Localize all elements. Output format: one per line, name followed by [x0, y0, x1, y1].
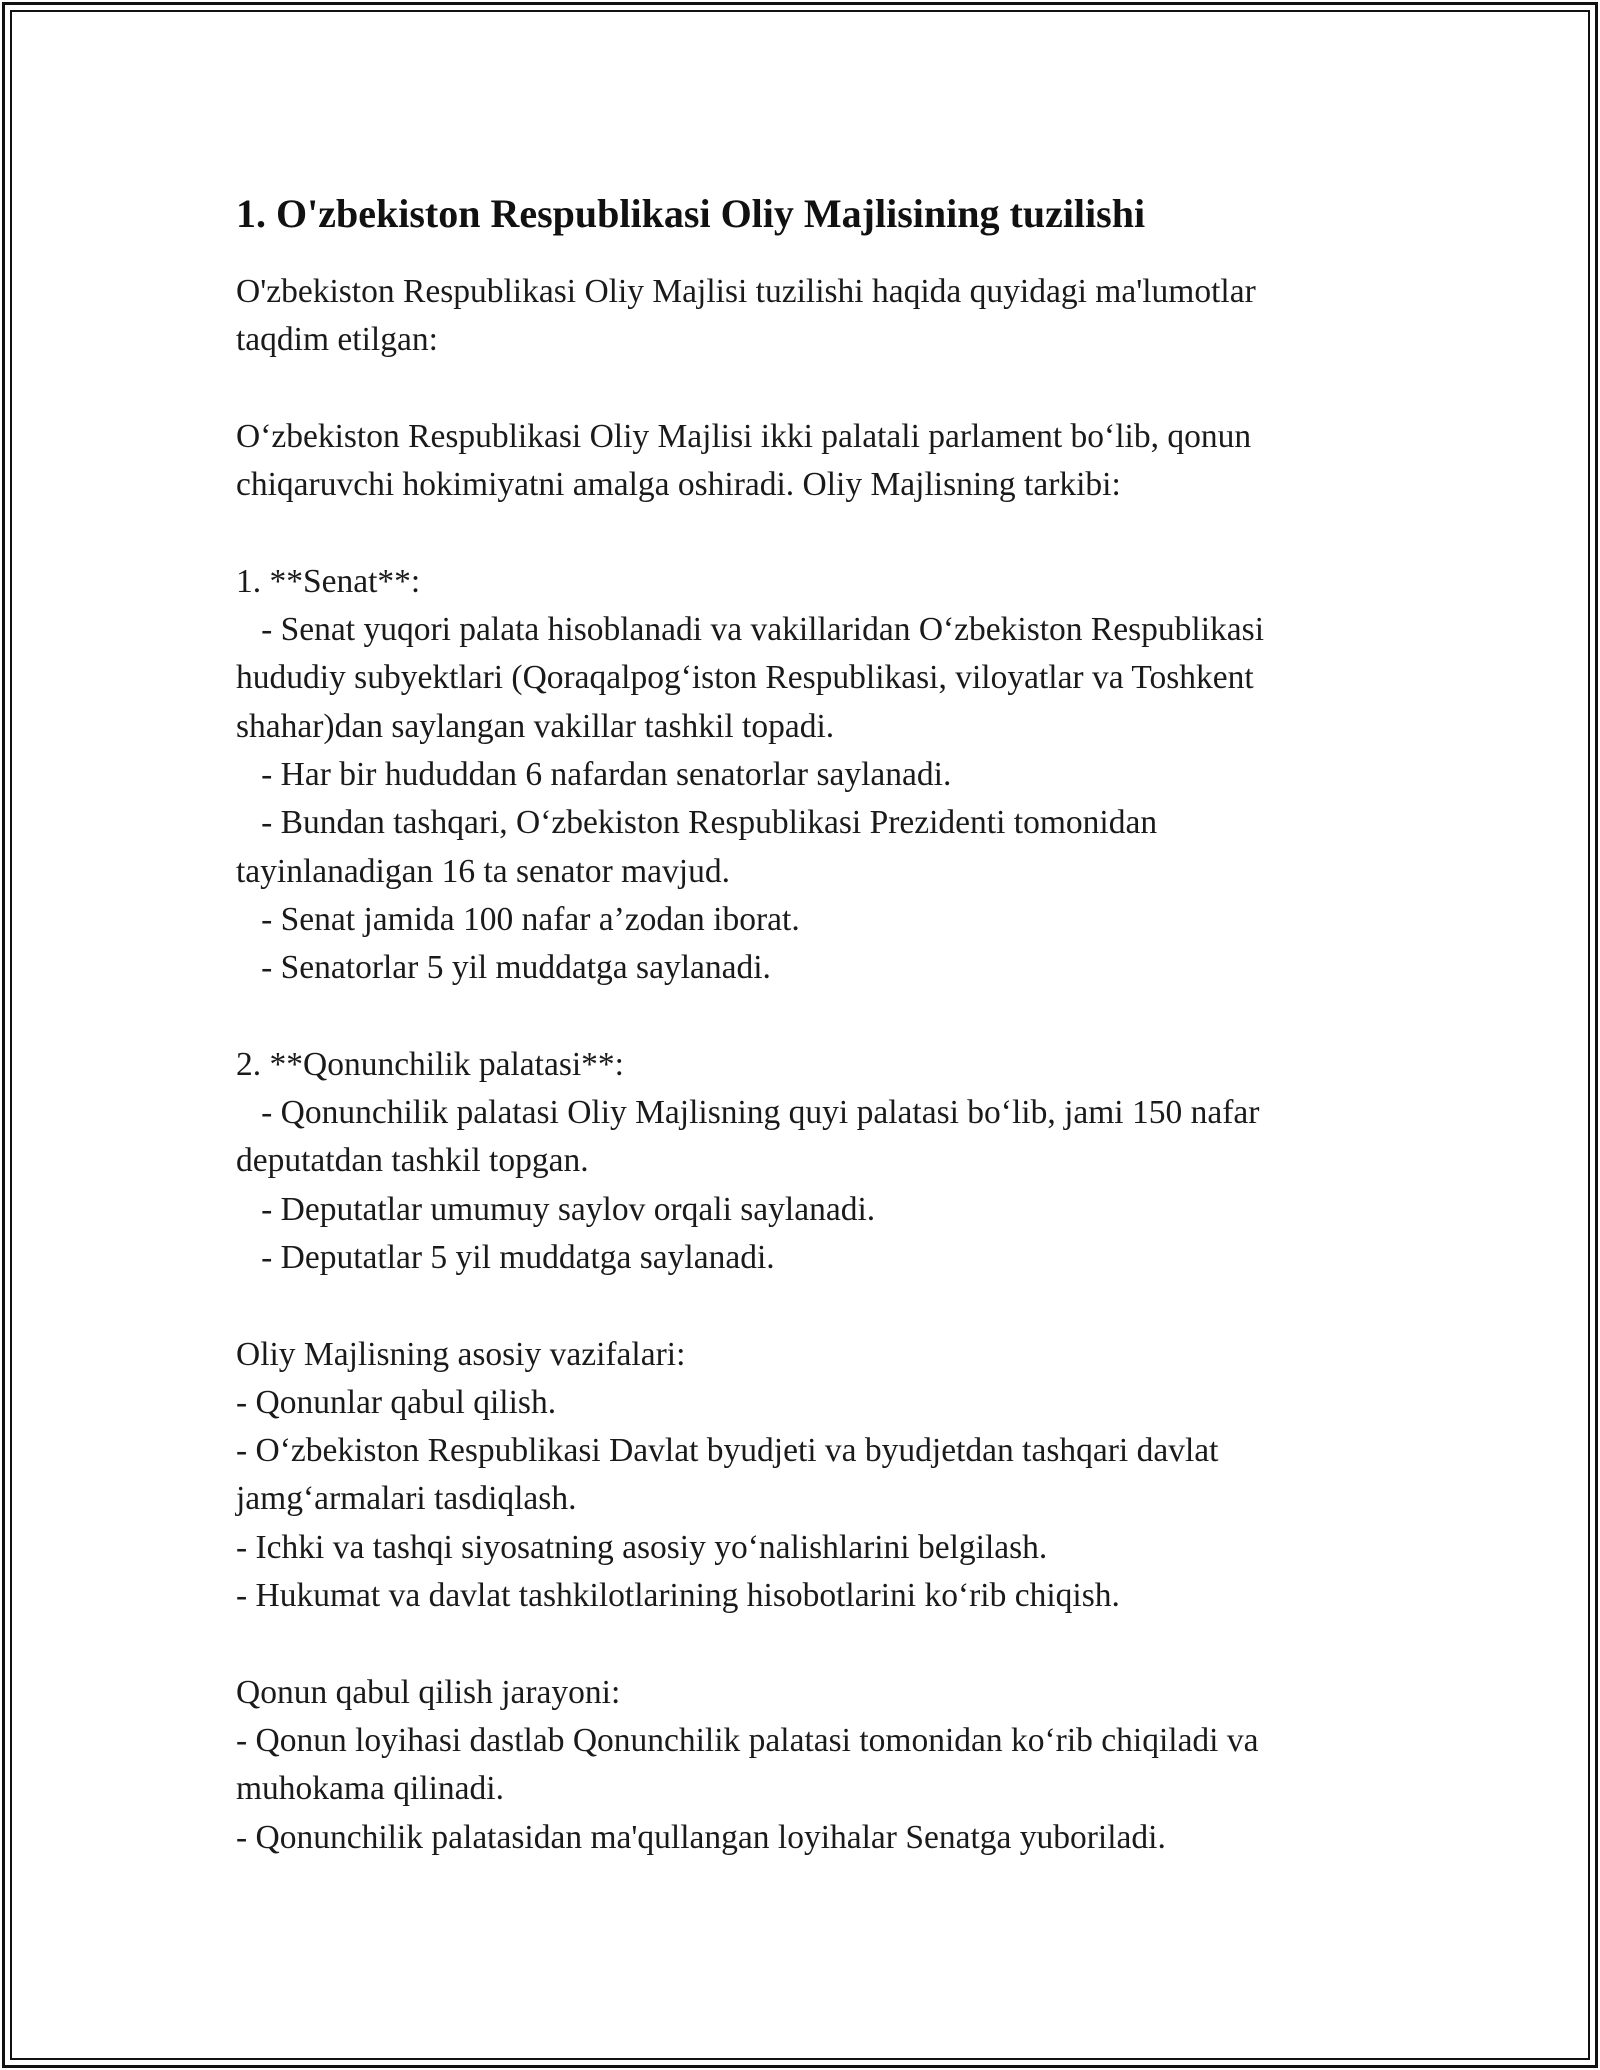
main-duties-section: Oliy Majlisning asosiy vazifalari: - Qonunlar qabul qilish. - O‘zbekiston Respublikasi Davlat byudjeti va byudjetdan tashqari davlat jamg‘armalari tasdiqlash. - Ichki va tashqi siyosatning asosiy yo‘nalishlarini belgilash. - Hukumat va davlat tashkilotlarining hisobotlarini ko‘rib chiqish.	[236, 1335, 1219, 1615]
lawmaking-process-section: Qonun qabul qilish jarayoni: - Qonun loyihasi dastlab Qonunchilik palatasi tomonidan ko‘rib chiqiladi va muhokama qilinadi. - Qonunchilik palatasidan ma'qullangan loyihalar Senatga yuboriladi.	[236, 1673, 1259, 1856]
paragraph-spacer	[236, 1620, 1386, 1668]
parliament-overview-paragraph: O‘zbekiston Respublikasi Oliy Majlisi ikki palatali parlament bo‘lib, qonun chiqaruvchi hokimiyatni amalga oshiradi. Oliy Majlisning tarkibi:	[236, 417, 1252, 504]
senate-section: 1. **Senat**: - Senat yuqori palata hisoblanadi va vakillaridan O‘zbekiston Respublikasi hududiy subyektlari (Qoraqalpog‘iston Respublikasi, viloyatlar va Toshkent shahar)dan saylangan vakillar tashkil topadi. - Har bir hududdan 6 nafardan senatorlar saylanadi. - Bundan tashqari, O‘zbekiston Respublikasi Prezidenti tomonidan tayinlanadigan 16 ta senator mavjud. - Senat jamida 100 nafar a’zodan iborat. - Senatorlar 5 yil muddatga saylanadi.	[236, 562, 1265, 987]
paragraph-spacer	[236, 365, 1386, 413]
intro-paragraph: O'zbekiston Respublikasi Oliy Majlisi tuzilishi haqida quyidagi ma'lumotlar taqdim etilgan:	[236, 273, 1256, 359]
paragraph-spacer	[236, 992, 1386, 1040]
document-title: 1. O'zbekiston Respublikasi Oliy Majlisining tuzilishi	[236, 191, 1146, 236]
legislative-chamber-section: 2. **Qonunchilik palatasi**: - Qonunchilik palatasi Oliy Majlisning quyi palatasi bo‘lib, jami 150 nafar deputatdan tashkil topgan. - Deputatlar umumuy saylov orqali saylanadi. - Deputatlar 5 yil muddatga saylanadi.	[236, 1045, 1260, 1276]
paragraph-spacer	[236, 1282, 1386, 1330]
paragraph-spacer	[236, 509, 1386, 557]
document-body	[236, 186, 1386, 1862]
